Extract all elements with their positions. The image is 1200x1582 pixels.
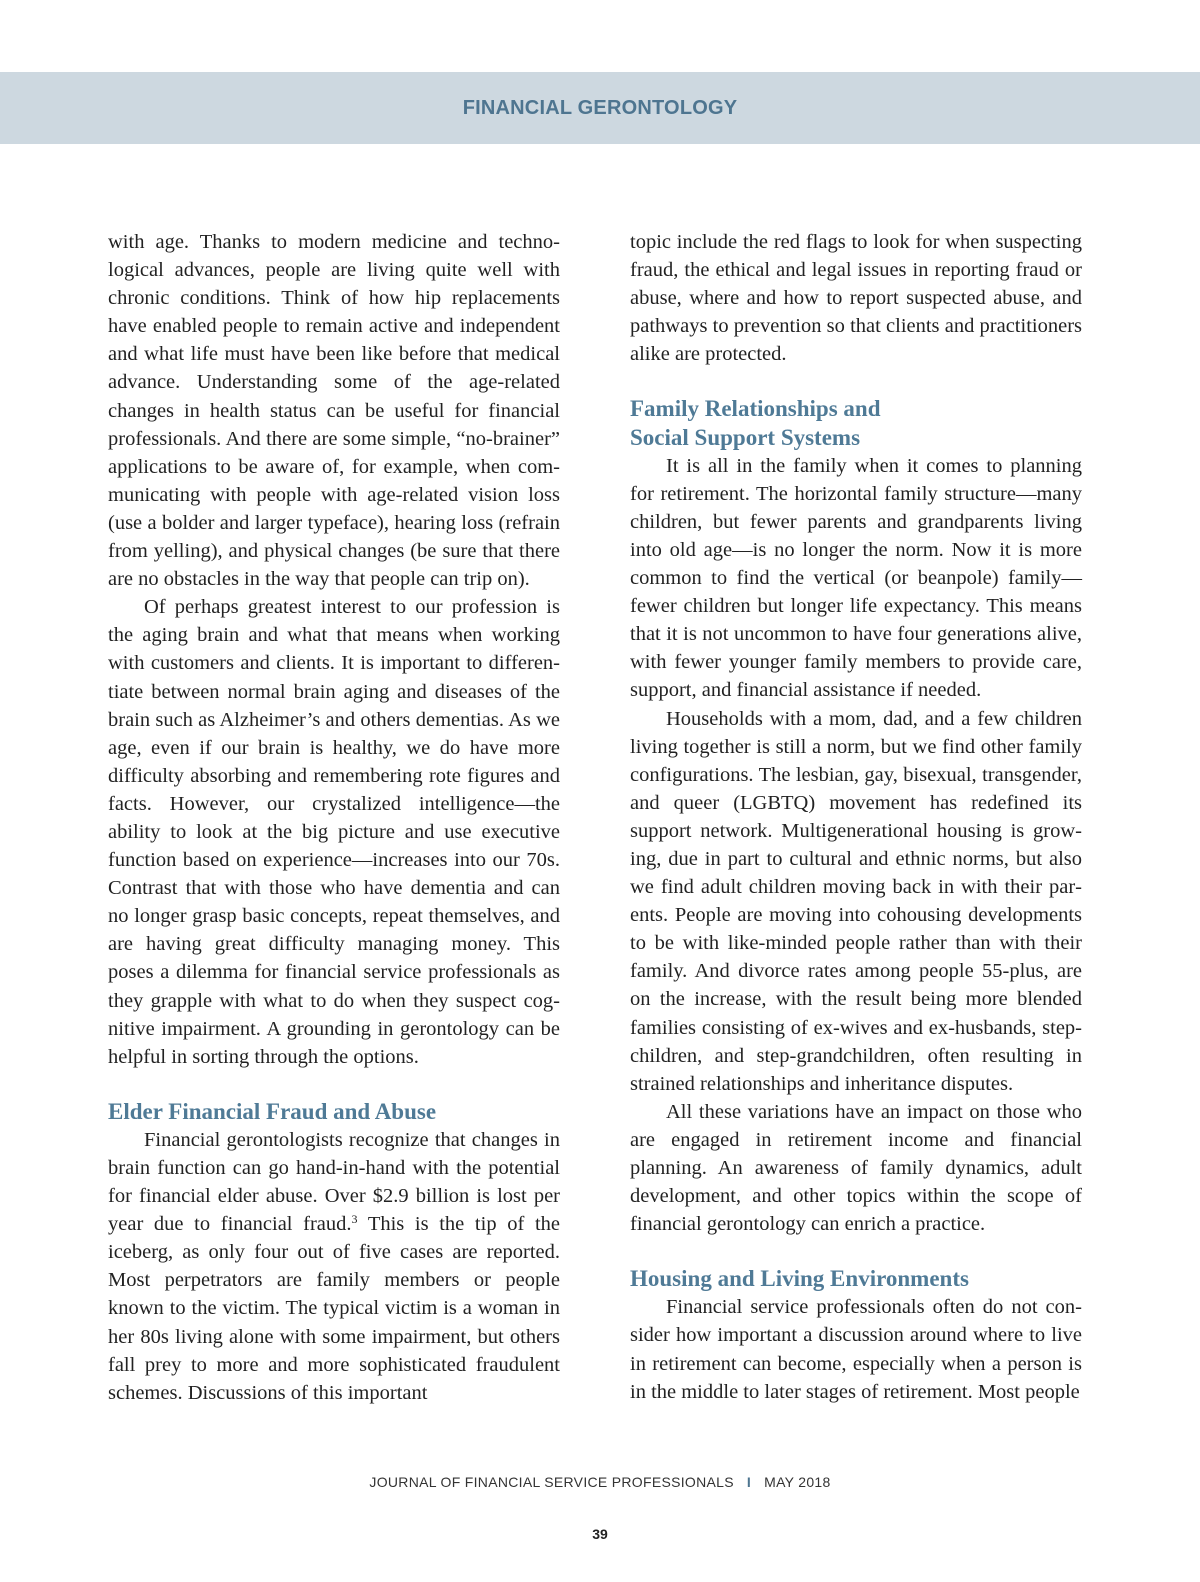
paragraph: Of perhaps greatest interest to our profession is the aging brain and what that means when working with customers and clients. It is important to differentiate between normal brain aging and diseases of the brain such as Alzheimer’s and others dementias. As we age, even if our brain is healthy, we do have more difficulty absorbing and remembering rote figures and facts. However, our crystalized intelligence—the ability to look at the big picture and use executive function based on experience—increases into our 70s. Contrast that with those who have dementia and can no longer grasp basic concepts, repeat themselves, and are having great difficulty managing money. This poses a dilemma for financial service professionals as they grapple with what to do when they suspect cognitive impairment. A grounding in gerontology can be helpful in sorting through the options. bbox=[108, 596, 560, 1068]
heading-elder-fraud: Elder Financial Fraud and Abuse bbox=[108, 1098, 437, 1124]
heading-line: Family Relationships and bbox=[630, 396, 881, 422]
paragraph: Households with a mom, dad, and a few children living together is still a norm, but we find other family configurations. The lesbian, gay, bisexual, transgender, and queer (LGBTQ) movement has redefined its support network. Multigenerational housing is growing, due in part to cultural and ethnic norms, but also we find adult children moving back in with their parents. People are moving into cohousing developments to be with like-minded people rather than with their family. And divorce rates among people 55-plus, are on the increase, with the result being more blended families consisting of ex-wives and ex-husbands, stepchildren, and step-grandchildren, often resulting in strained relationships and inheritance disputes. bbox=[630, 707, 1082, 1095]
paragraph: topic include the red flags to look for when suspecting fraud, the ethical and legal issues in reporting fraud or abuse, where and how to report suspected abuse, and pathways to prevention so that clients and practitioners alike are protected. bbox=[630, 231, 1082, 366]
paragraph-text: This is the tip of the iceberg, as only four out of five cases are reported. Most perpetrators are family members or people known to the victim. The typical victim is a woman in her 80s living alone with some impairment, but others fall prey to more and more sophisticated fraudulent schemes. Discussions of this important bbox=[108, 1213, 561, 1404]
issue-date: MAY 2018 bbox=[764, 1474, 831, 1490]
paragraph: with age. Thanks to modern medicine and technological advances, people are living quite well with chronic conditions. Think of how hip replacements have enabled people to remain active and independent and what life must have been like before that medical advance. Understanding some of the age-related changes in health status can be useful for financial professionals. And there are some simple, “no-brainer” applications to be aware of, for example, when communicating with people with age-related vision loss (use a bolder and larger typeface), hearing loss (refrain from yelling), and physical changes (be sure that there are no obstacles in the way that people can trip on). bbox=[108, 231, 560, 591]
footer-separator: I bbox=[746, 1474, 752, 1490]
paragraph: All these variations have an impact on those who are engaged in retirement income and financial planning. An awareness of family dynamics, adult development, and other topics within the scope of financial gerontology can enrich a practice. bbox=[630, 1100, 1082, 1236]
page-footer bbox=[0, 1474, 1200, 1490]
paragraph: Financial service professionals often do not consider how important a discussion around where to live in retirement can become, especially when a person is in the middle to later stages of retirement. Most people bbox=[630, 1296, 1082, 1403]
heading-housing: Housing and Living Environments bbox=[630, 1266, 969, 1292]
right-column bbox=[630, 228, 1082, 1406]
journal-name: JOURNAL OF FINANCIAL SERVICE PROFESSIONALS bbox=[369, 1474, 734, 1490]
paragraph: It is all in the family when it comes to planning for retirement. The horizontal family structure—many children, but fewer parents and grandparents living into old age—is no longer the norm. Now it is more common to find the vertical (or beanpole) family—fewer children but longer life expectancy. This means that it is not uncommon to have four generations alive, with fewer younger family members to provide care, support, and financial assistance if needed. bbox=[630, 454, 1082, 702]
heading-family-relationships bbox=[630, 395, 1082, 451]
left-column bbox=[108, 228, 560, 1407]
footnote-ref: 3 bbox=[351, 1212, 358, 1227]
paragraph-text: Financial gerontologists recognize that changes in brain function can go hand-in-hand with the potential for financial elder abuse. Over $2.9 billion is lost per year due to financial fraud. bbox=[108, 1128, 560, 1236]
page-number: 39 bbox=[592, 1526, 608, 1542]
section-header-band bbox=[0, 72, 1200, 144]
paragraph-fraud bbox=[108, 1126, 560, 1407]
heading-line: Social Support Systems bbox=[630, 424, 861, 450]
section-title: FINANCIAL GERONTOLOGY bbox=[462, 96, 738, 119]
